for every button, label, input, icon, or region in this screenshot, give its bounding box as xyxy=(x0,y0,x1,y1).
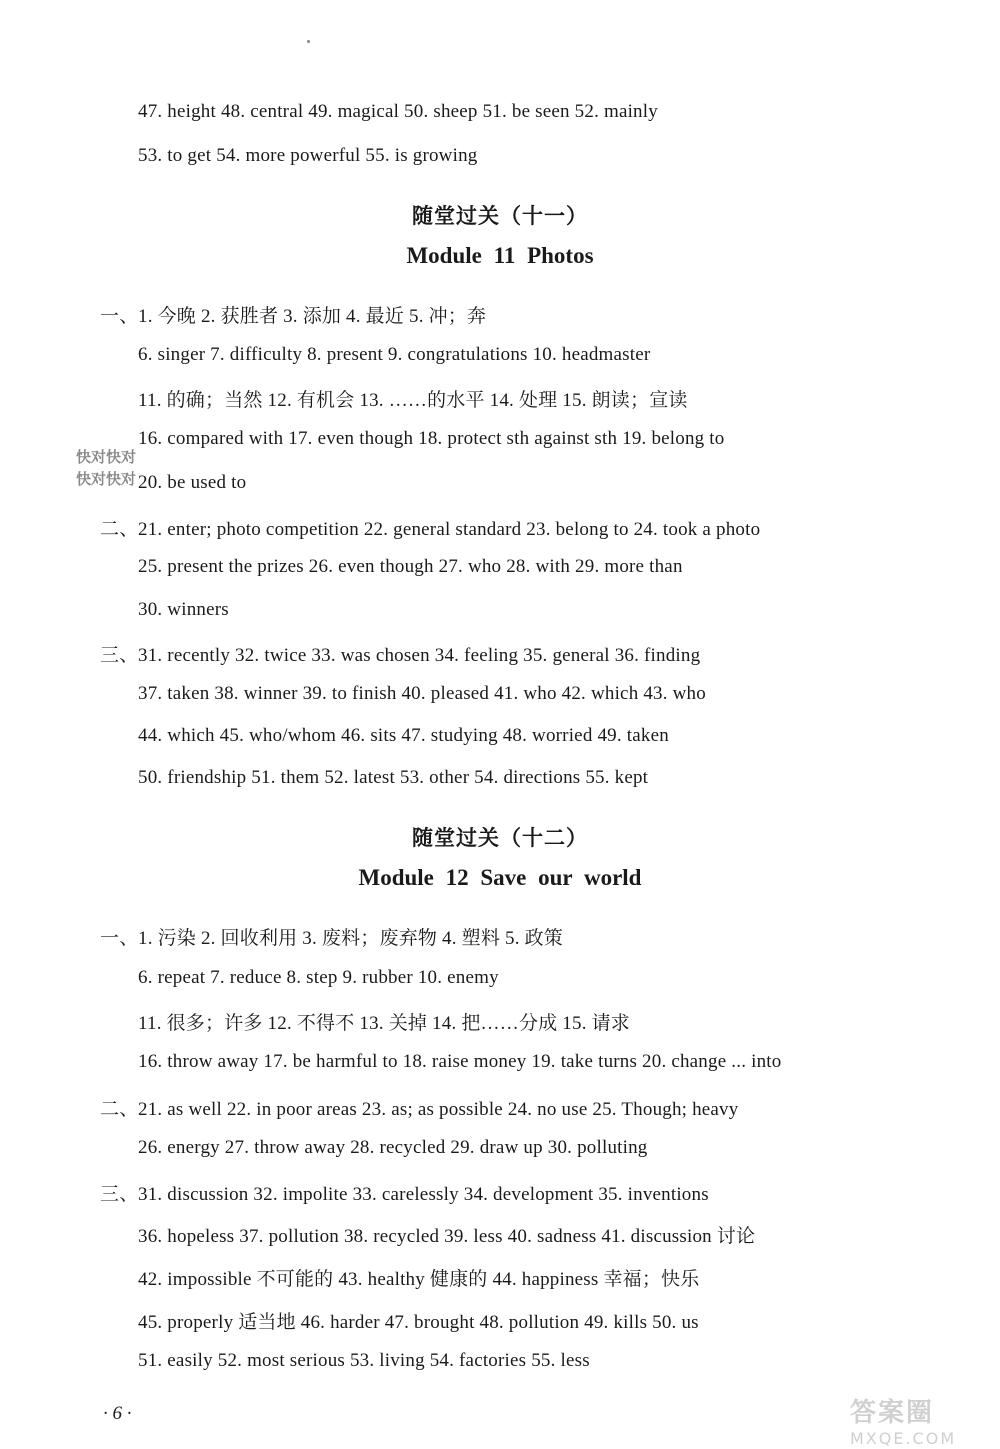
answer-line xyxy=(138,1264,699,1291)
answer-line xyxy=(138,1051,781,1073)
answer-line xyxy=(138,385,688,412)
answer-text: 16. compared with 17. even though 18. protect sth against sth 19. belong to xyxy=(138,428,725,449)
answer-text: 26. energy 27. throw away 28. recycled 29. draw up 30. polluting xyxy=(138,1137,648,1158)
section-title-cn: 随堂过关（十二） xyxy=(412,826,588,850)
answer-text: 51. easily 52. most serious 53. living 54. factories 55. less xyxy=(138,1350,590,1371)
answer-line: 53. to get 54. more powerful 55. is growing xyxy=(138,145,478,166)
answer-line xyxy=(100,514,761,541)
module-title: Module 12 Save our world xyxy=(358,865,642,890)
answer-text: 1. 今晚 2. 获胜者 3. 添加 4. 最近 5. 冲；奔 xyxy=(138,306,487,327)
answer-text: 16. throw away 17. be harmful to 18. raise money 19. take turns 20. change ... into xyxy=(138,1051,782,1072)
answer-line xyxy=(138,1008,630,1035)
answer-line xyxy=(138,767,648,789)
answer-text: 31. recently 32. twice 33. was chosen 34. feeling 35. general 36. finding xyxy=(138,645,701,666)
answer-text: 45. properly 适当地 46. harder 47. brought 48. pollution 49. kills 50. us xyxy=(138,1312,699,1333)
page-number: · 6 · xyxy=(103,1403,132,1424)
answer-line xyxy=(138,1137,648,1159)
answer-text: 50. friendship 51. them 52. latest 53. other 54. directions 55. kept xyxy=(138,767,649,788)
answer-line xyxy=(100,301,487,328)
answer-line xyxy=(138,599,229,621)
answer-line xyxy=(138,344,650,366)
answer-line xyxy=(138,967,499,989)
answer-line xyxy=(100,923,564,950)
part-mark: 一、 xyxy=(100,306,139,327)
answer-line xyxy=(138,472,246,494)
answer-text: 31. discussion 32. impolite 33. carelessly 34. development 35. inventions xyxy=(138,1184,709,1205)
answer-line xyxy=(138,725,669,747)
answer-text: 11. 的确；当然 12. 有机会 13. ……的水平 14. 处理 15. 朗读；宣读 xyxy=(138,390,688,411)
watermark-text: 快对快对 xyxy=(76,448,137,466)
answer-text: 1. 污染 2. 回收利用 3. 废料；废弃物 4. 塑料 5. 政策 xyxy=(138,928,564,949)
watermark-logo-top: 答案圈 xyxy=(850,1398,935,1428)
answer-line xyxy=(138,556,683,578)
answer-text: 25. present the prizes 26. even though 27. who 28. with 29. more than xyxy=(138,556,683,577)
answer-text: 21. as well 22. in poor areas 23. as; as possible 24. no use 25. Though; heavy xyxy=(138,1099,739,1120)
answer-line xyxy=(100,640,701,667)
answer-text: 44. which 45. who/whom 46. sits 47. studying 48. worried 49. taken xyxy=(138,725,669,746)
answer-line xyxy=(138,428,724,450)
section-title-cn: 随堂过关（十一） xyxy=(412,204,588,228)
answer-text: 11. 很多；许多 12. 不得不 13. 关掉 14. 把……分成 15. 请求 xyxy=(138,1013,630,1034)
answer-line xyxy=(138,683,706,705)
answer-text: 37. taken 38. winner 39. to finish 40. pleased 41. who 42. which 43. who xyxy=(138,683,706,704)
answer-text: 20. be used to xyxy=(138,472,247,493)
answer-text: 42. impossible 不可能的 43. healthy 健康的 44. happiness 幸福；快乐 xyxy=(138,1269,700,1290)
part-mark: 三、 xyxy=(100,645,139,666)
answer-line xyxy=(100,1179,709,1206)
answer-line: 47. height 48. central 49. magical 50. sheep 51. be seen 52. mainly xyxy=(138,101,658,122)
answer-line xyxy=(100,1094,739,1121)
part-mark: 三、 xyxy=(100,1184,139,1205)
answer-line xyxy=(138,1350,590,1372)
answer-text: 6. repeat 7. reduce 8. step 9. rubber 10. enemy xyxy=(138,967,499,988)
scan-speck xyxy=(307,40,310,43)
answer-text: 21. enter; photo competition 22. general standard 23. belong to 24. took a photo xyxy=(138,519,761,540)
part-mark: 二、 xyxy=(100,1099,139,1120)
answer-line xyxy=(138,1307,699,1334)
module-title: Module 11 Photos xyxy=(406,243,594,268)
answer-text: 6. singer 7. difficulty 8. present 9. congratulations 10. headmaster xyxy=(138,344,651,365)
watermark-logo xyxy=(850,1392,998,1446)
answer-text: 30. winners xyxy=(138,599,229,620)
watermark-logo-bottom: MXQE.COM xyxy=(850,1429,957,1448)
answer-line xyxy=(138,1221,755,1248)
part-mark: 一、 xyxy=(100,928,139,949)
answer-text: 36. hopeless 37. pollution 38. recycled 39. less 40. sadness 41. discussion 讨论 xyxy=(138,1226,756,1247)
part-mark: 二、 xyxy=(100,519,139,540)
watermark-text: 快对快对 xyxy=(76,470,137,488)
